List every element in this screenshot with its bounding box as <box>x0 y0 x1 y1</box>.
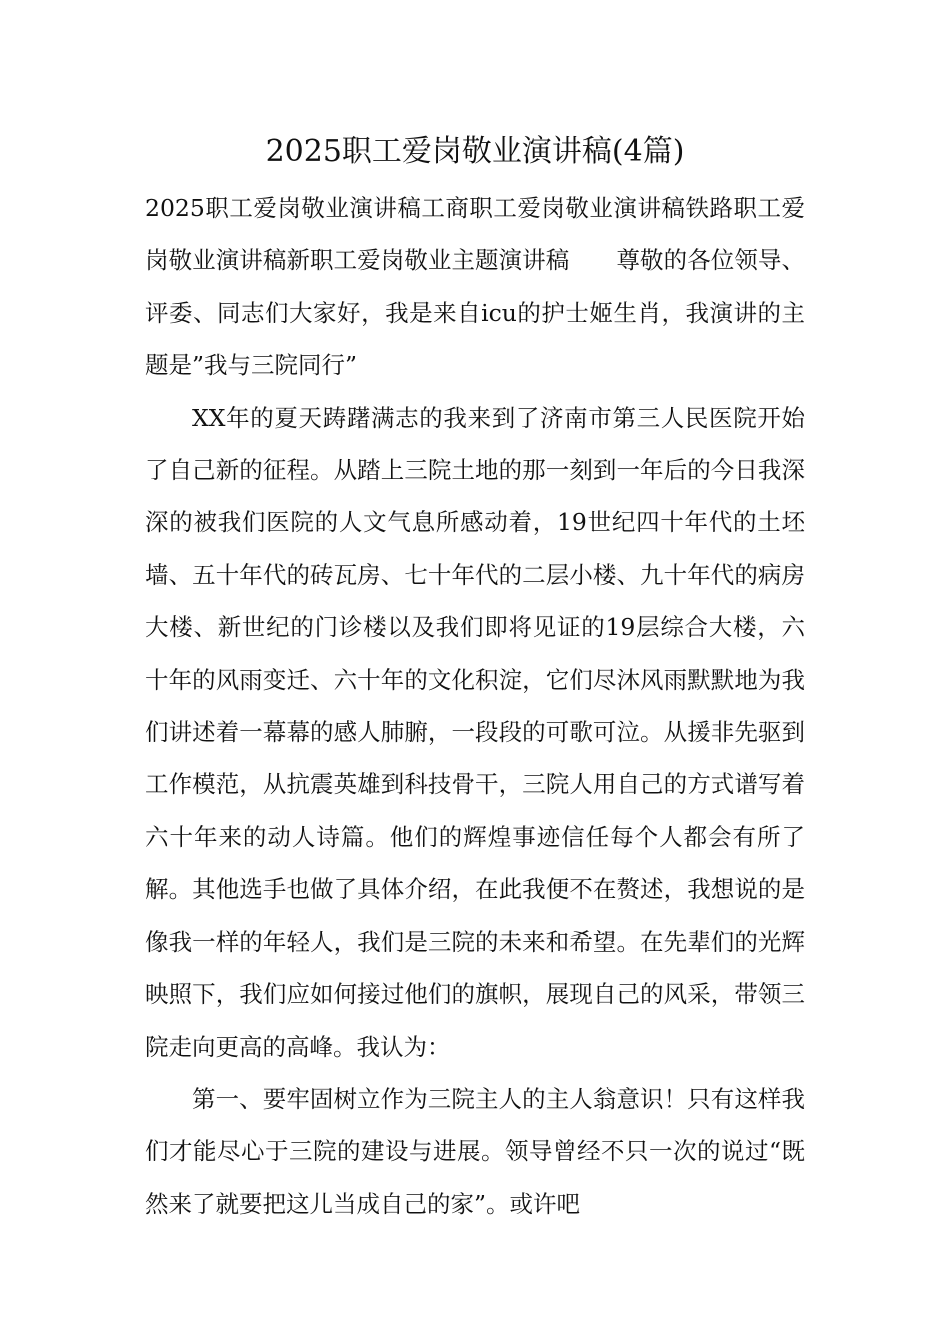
body-paragraph: XX年的夏天踌躇满志的我来到了济南市第三人民医院开始了自己新的征程。从踏上三院土地的那一刻到一年后的今日我深深的被我们医院的人文气息所感动着，19世纪四十年代的土坯墙、五十年代的砖瓦房、七十年代的二层小楼、九十年代的病房大楼、新世纪的门诊楼以及我们即将见证的19层综合大楼，六十年的风雨变迁、六十年的文化积淀，它们尽沐风雨默默地为我们讲述着一幕幕的感人肺腑，一段段的可歌可泣。从援非先驱到工作模范，从抗震英雄到科技骨干，三院人用自己的方式谱写着六十年来的动人诗篇。他们的辉煌事迹信任每个人都会有所了解。其他选手也做了具体介绍，在此我便不在赘述，我想说的是像我一样的年轻人，我们是三院的未来和希望。在先辈们的光辉映照下，我们应如何接过他们的旗帜，展现自己的风采，带领三院走向更高的高峰。我认为： <box>145 403 805 1061</box>
body-paragraph: 第一、要牢固树立作为三院主人的主人翁意识！只有这样我们才能尽心于三院的建设与进展。领导曾经不只一次的说过“既然来了就要把这儿当成自己的家”。或许吧 <box>145 1084 805 1218</box>
document-title: 2025职工爱岗敬业演讲稿(4篇) <box>265 134 685 169</box>
intro-paragraph: 2025职工爱岗敬业演讲稿工商职工爱岗敬业演讲稿铁路职工爱岗敬业演讲稿新职工爱岗敬业主题演讲稿 尊敬的各位领导、评委、同志们大家好，我是来自icu的护士姬生肖，我演讲的主题是”我与三院同行” <box>145 194 805 380</box>
document-page <box>145 128 805 1230</box>
